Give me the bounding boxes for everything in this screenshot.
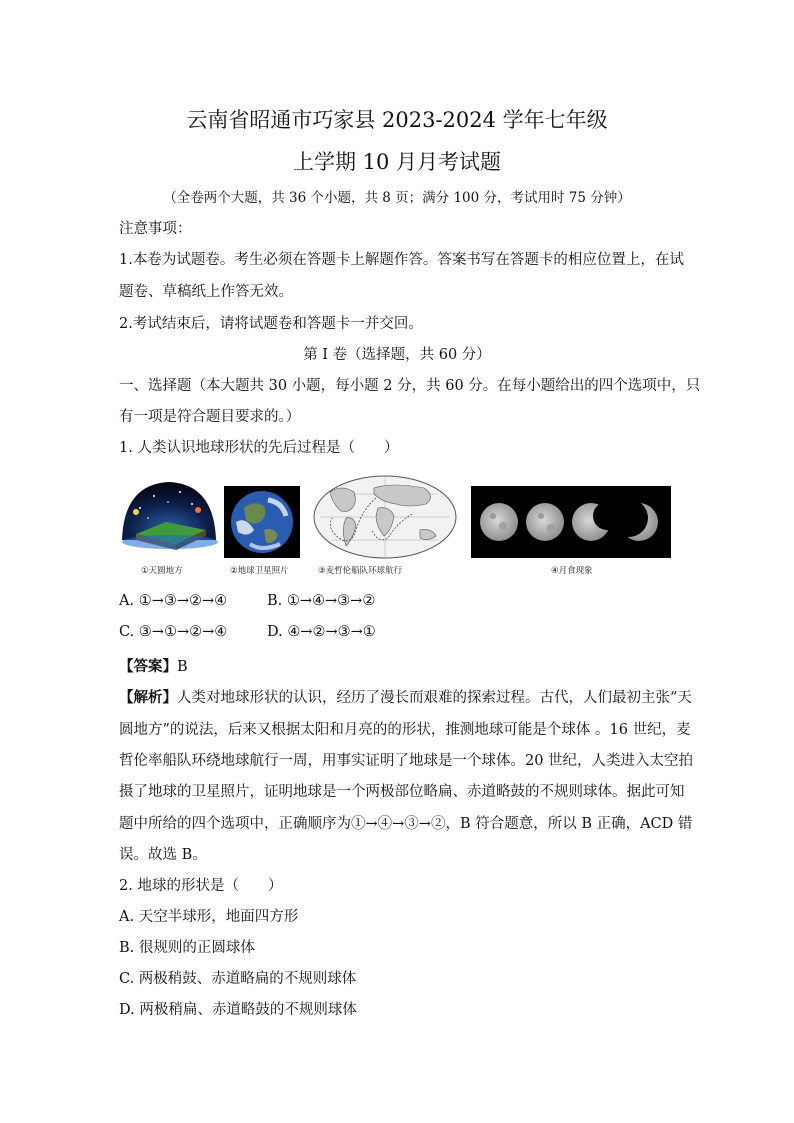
q2-stem: 2. 地球的形状是（ ） <box>119 878 283 894</box>
q1-analysis-line5: 题中所给的四个选项中，正确顺序为①→④→③→②，B 符合题意，所以 B 正确，ACD 错 <box>119 816 693 832</box>
q1-answer <box>119 655 679 676</box>
q1-analysis-line2: 圆地方”的说法，后来又根据太阳和月亮的的形状，推测地球可能是个球体 。16 世纪，麦 <box>119 722 691 738</box>
q1-stem: 1. 人类认识地球形状的先后过程是（ ） <box>119 440 399 456</box>
section-intro-line1: 一、选择题（本大题共 30 小题，每小题 2 分，共 60 分。在每小题给出的四个选项中，只 <box>119 378 701 394</box>
earth-satellite-image <box>224 486 300 558</box>
q2-option-c: C. 两极稍鼓、赤道略扁的不规则球体 <box>119 971 357 987</box>
notes-item1-line2: 题卷、草稿纸上作答无效。 <box>119 284 293 300</box>
lunar-eclipse-image <box>471 486 671 558</box>
section-intro-line2: 有一项是符合题目要求的。） <box>119 409 301 425</box>
q2-option-a: A. 天空半球形，地面四方形 <box>119 909 299 925</box>
q1-analysis-line3: 哲伦率船队环绕地球航行一周，用事实证明了地球是一个球体。20 世纪，人类进入太空拍 <box>119 753 694 769</box>
q1-option-a: A. ①→③→②→④ <box>119 593 228 609</box>
exam-title-line1: 云南省昭通市巧家县 2023-2024 学年七年级 <box>186 108 608 132</box>
q1-caption-3: ③麦哲伦船队环球航行 <box>318 566 403 576</box>
q2-option-b: B. 很规则的正圆球体 <box>119 940 255 956</box>
sky-dome-image <box>120 478 218 552</box>
q1-option-b: B. ①→④→③→② <box>267 593 376 609</box>
exam-subtitle: （全卷两个大题，共 36 个小题，共 8 页；满分 100 分，考试用时 75 分钟） <box>163 190 631 206</box>
q1-caption-1: ①天圆地方 <box>141 566 183 576</box>
q1-analysis-line1: 【解析】人类对地球形状的认识，经历了漫长而艰难的探索过程。古代，人们最初主张“天 <box>119 689 692 706</box>
q1-option-c: C. ③→①→②→④ <box>119 624 228 640</box>
q1-caption-4: ④月食现象 <box>551 566 593 576</box>
notes-heading: 注意事项： <box>119 221 192 237</box>
q1-caption-2: ②地球卫星照片 <box>230 566 289 576</box>
answer-value: B <box>177 659 188 675</box>
answer-label: 【答案】 <box>119 658 177 675</box>
magellan-route-map-image <box>312 474 458 560</box>
q1-option-d: D. ④→②→③→① <box>267 624 376 640</box>
analysis-label: 【解析】 <box>119 689 177 706</box>
notes-item1-line1: 1.本卷为试题卷。考生必须在答题卡上解题作答。答案书写在答题卡的相应位置上，在试 <box>119 252 684 268</box>
notes-item2: 2.考试结束后，请将试题卷和答题卡一并交回。 <box>119 316 423 332</box>
section-heading: 第 I 卷（选择题，共 60 分） <box>303 347 491 363</box>
q1-analysis-line4: 摄了地球的卫星照片，证明地球是一个两极部位略扁、赤道略鼓的不规则球体。据此可知 <box>119 784 685 800</box>
q2-option-d: D. 两极稍扁、赤道略鼓的不规则球体 <box>119 1002 357 1018</box>
q1-analysis-line6: 误。故选 B。 <box>119 847 207 863</box>
exam-title-line2: 上学期 10 月月考试题 <box>292 150 502 174</box>
